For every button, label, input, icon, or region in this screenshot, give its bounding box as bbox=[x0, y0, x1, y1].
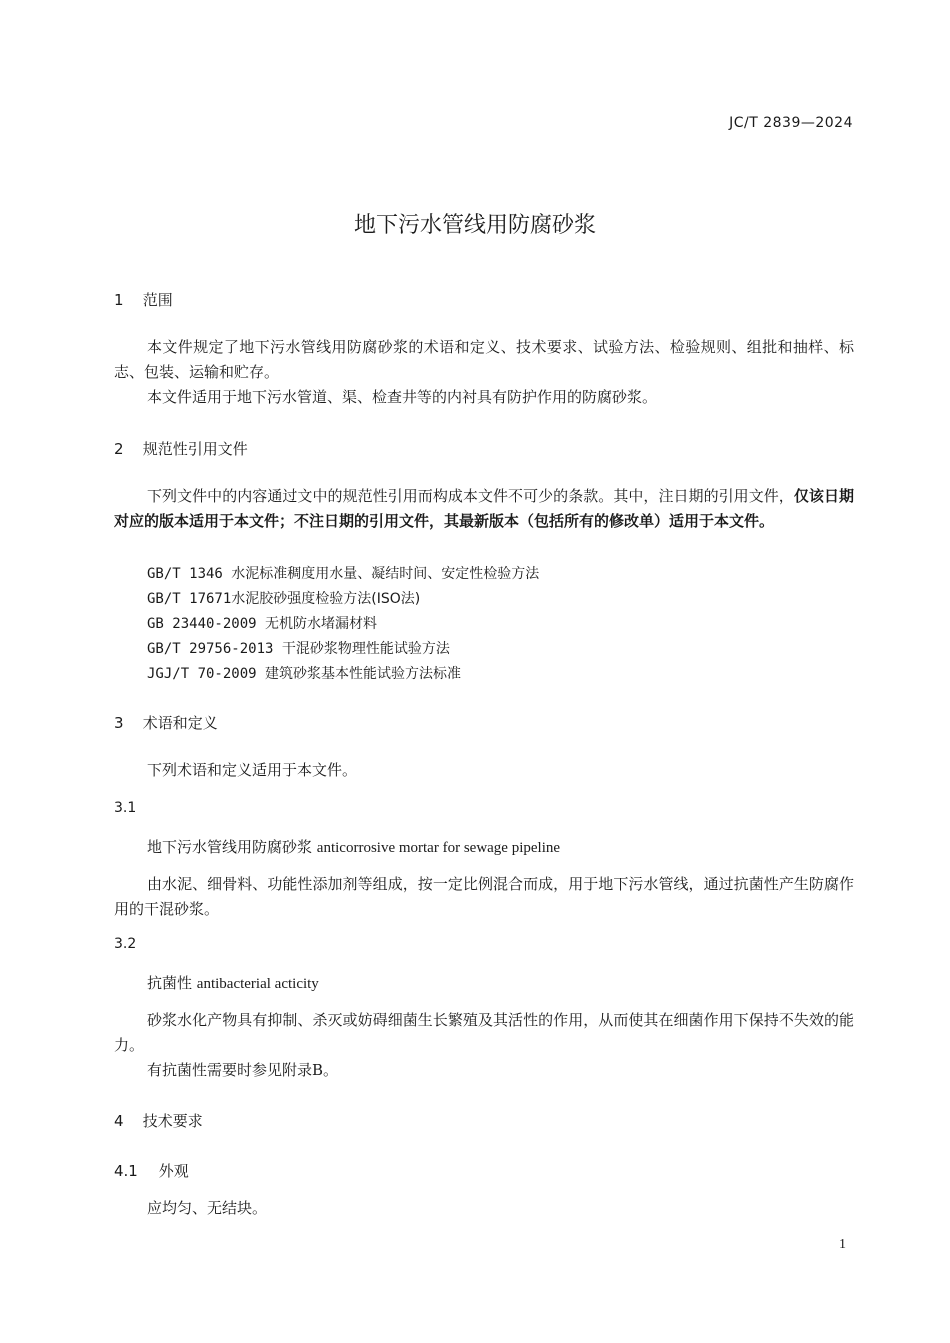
reference-code: GB/T 1346 bbox=[147, 566, 223, 582]
section-3-heading bbox=[114, 712, 218, 733]
section-number: 4 bbox=[114, 1112, 124, 1130]
term-1-number: 3.1 bbox=[114, 800, 137, 816]
reference-title: 无机防水堵漏材料 bbox=[265, 616, 378, 632]
normative-intro-text: 下列文件中的内容通过文中的规范性引用而构成本文件不可少的条款。其中，注日期的引用文件， bbox=[147, 487, 794, 505]
reference-title: 水泥胶砂强度检验方法(ISO法) bbox=[231, 591, 421, 607]
section-number: 4.1 bbox=[114, 1162, 138, 1180]
page-number: 1 bbox=[839, 1237, 846, 1252]
reference-item bbox=[147, 613, 377, 633]
normative-intro bbox=[114, 484, 854, 534]
section-4-1-heading bbox=[114, 1160, 189, 1181]
reference-code: GB/T 17671 bbox=[147, 591, 232, 607]
section-number: 2 bbox=[114, 440, 124, 458]
term-1-heading bbox=[147, 836, 560, 857]
term-2-definition: 砂浆水化产物具有抑制、杀灭或妨碍细菌生长繁殖及其活性的作用，从而使其在细菌作用下保持不失效的能力。 bbox=[114, 1011, 854, 1054]
term-2-chinese: 抗菌性 bbox=[147, 974, 193, 992]
appearance-requirement: 应均匀、无结块。 bbox=[147, 1199, 268, 1217]
section-number: 1 bbox=[114, 291, 124, 309]
term-2-note: 有抗菌性需要时参见附录B。 bbox=[147, 1061, 339, 1079]
reference-item bbox=[147, 663, 461, 683]
normative-intro-bold: 仅该日期对应的版本适用于本文件；不注日期的引用文件，其最新版本（包括所有的修改单）适用于本文件。 bbox=[114, 487, 854, 530]
document-title: 地下污水管线用防腐砂浆 bbox=[353, 213, 596, 238]
term-1-definition: 由水泥、细骨料、功能性添加剂等组成，按一定比例混合而成，用于地下污水管线，通过抗菌性产生防腐作用的干混砂浆。 bbox=[114, 875, 854, 918]
section-1-heading bbox=[114, 289, 173, 310]
section-title: 范围 bbox=[142, 291, 173, 309]
section-title: 外观 bbox=[158, 1162, 189, 1180]
section-number: 3 bbox=[114, 714, 124, 732]
term-2-english: antibacterial acticity bbox=[196, 976, 319, 992]
reference-item bbox=[147, 563, 539, 583]
reference-title: 水泥标准稠度用水量、凝结时间、安定性检验方法 bbox=[231, 566, 540, 582]
term-1-english: anticorrosive mortar for sewage pipeline bbox=[316, 840, 561, 856]
standard-number: JC/T 2839—2024 bbox=[729, 115, 853, 131]
reference-item bbox=[147, 638, 450, 658]
term-1-chinese: 地下污水管线用防腐砂浆 bbox=[147, 838, 313, 856]
section-title: 规范性引用文件 bbox=[142, 440, 248, 458]
term-2-heading bbox=[147, 972, 319, 993]
term-2-number: 3.2 bbox=[114, 936, 137, 952]
reference-code: GB 23440-2009 bbox=[147, 616, 257, 632]
reference-code: JGJ/T 70-2009 bbox=[147, 666, 257, 682]
reference-code: GB/T 29756-2013 bbox=[147, 641, 274, 657]
reference-title: 建筑砂浆基本性能试验方法标准 bbox=[265, 666, 462, 682]
section-title: 术语和定义 bbox=[142, 714, 218, 732]
section-4-heading bbox=[114, 1110, 203, 1131]
scope-paragraph-1: 本文件规定了地下污水管线用防腐砂浆的术语和定义、技术要求、试验方法、检验规则、组批和抽样、标志、包装、运输和贮存。 bbox=[114, 338, 854, 381]
section-title: 技术要求 bbox=[142, 1112, 203, 1130]
terms-intro: 下列术语和定义适用于本文件。 bbox=[147, 761, 358, 779]
reference-item bbox=[147, 588, 420, 608]
section-2-heading bbox=[114, 438, 248, 459]
reference-title: 干混砂浆物理性能试验方法 bbox=[281, 641, 450, 657]
scope-paragraph-2: 本文件适用于地下污水管道、渠、检查井等的内衬具有防护作用的防腐砂浆。 bbox=[147, 388, 658, 406]
